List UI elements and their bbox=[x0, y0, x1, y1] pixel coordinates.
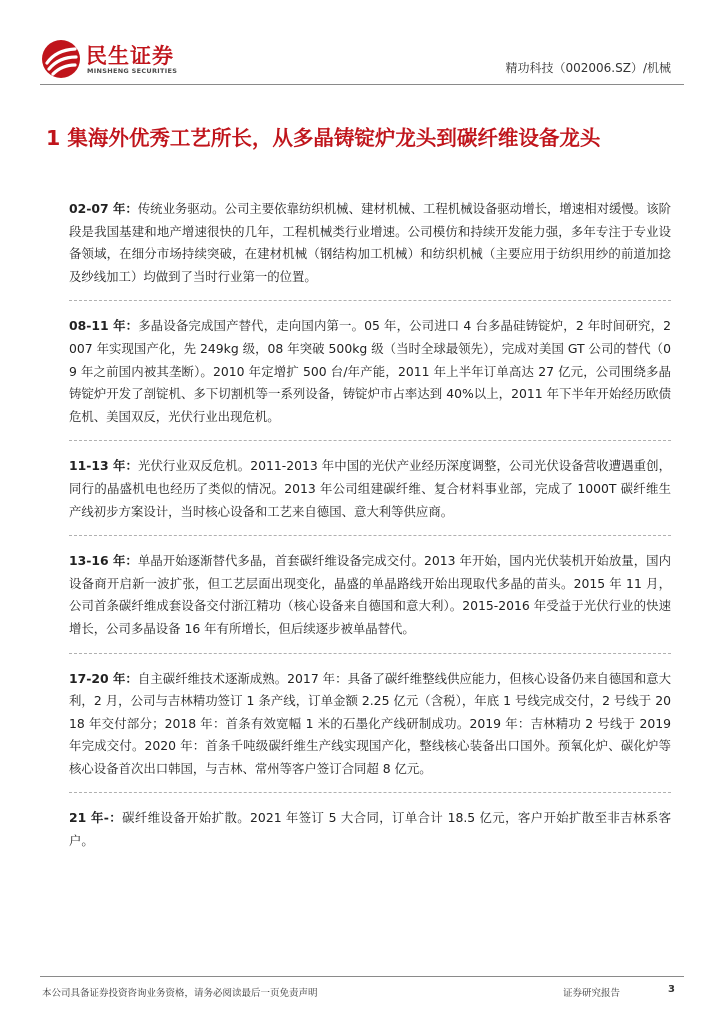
period-text: 多晶设备完成国产替代，走向国内第一。05 年，公司进口 4 台多晶硅铸锭炉，2 年时间研究，2007 年实现国产化，先 249kg 级，08 年突破 500kg 级（当时全球最领先），完成对美国 GT 公司的替代（09 年之前国内被其垄断）。2010 年定增扩 500 台/年产能，2011 年上半年订单高达 27 亿元，公司围绕多晶铸锭炉开发了剖锭机、多下切割机等一系列设备，铸锭炉市占率达到 40%以上，2011 年下半年开始经历欧债危机、美国双反，光伏行业出现危机。 bbox=[69, 318, 671, 424]
timeline-paragraph bbox=[69, 807, 671, 864]
header-divider bbox=[40, 84, 684, 85]
period-label: 02-07 年： bbox=[69, 201, 138, 216]
section-title: 1 集海外优秀工艺所长，从多晶铸锭炉龙头到碳纤维设备龙头 bbox=[46, 126, 601, 150]
timeline-body bbox=[69, 198, 671, 879]
period-text: 碳纤维设备开始扩散。2021 年签订 5 大合同，订单合计 18.5 亿元，客户开始扩散至非吉林系客户。 bbox=[69, 810, 672, 849]
period-text: 传统业务驱动。公司主要依靠纺织机械、建材机械、工程机械设备驱动增长，增速相对缓慢。该阶段是我国基建和地产增速很快的几年，工程机械类行业增速。公司模仿和持续开发能力强，多年专注于专业设备领域，在细分市场持续突破，在建材机械（钢结构加工机械）和纺织机械（主要应用于纺织用纱的前道加捻及纱线加工）均做到了当时行业第一的位置。 bbox=[69, 201, 671, 284]
footer-divider bbox=[40, 976, 684, 977]
footer-disclaimer: 本公司具备证券投资咨询业务资格，请务必阅读最后一页免责声明 bbox=[42, 988, 318, 999]
logo-chinese-name: 民生证券 bbox=[86, 44, 174, 68]
page-number: 3 bbox=[668, 984, 675, 995]
period-text: 单晶开始逐渐替代多晶，首套碳纤维设备完成交付。2013 年开始，国内光伏装机开始放量，国内设备商开启新一波扩张，但工艺层面出现变化，晶盛的单晶路线开始出现取代多晶的苗头。2015 年 11 月，公司首条碳纤维成套设备交付浙江精功（核心设备来自德国和意大利）。2015-2016 年受益于光伏行业的快速增长，公司多晶设备 16 年有所增长，但后续逐步被单晶替代。 bbox=[69, 553, 671, 636]
minsheng-logo-icon bbox=[40, 38, 82, 80]
period-label: 17-20 年： bbox=[69, 670, 138, 686]
period-text: 自主碳纤维技术逐渐成熟。2017 年：具备了碳纤维整线供应能力，但核心设备仍来自德国和意大利，2 月，公司与吉林精功签订 1 条产线，订单金额 2.25 亿元（含税），年底 1 号线完成交付，2 号线于 2018 年交付部分；2018 年：首条有效宽幅 1 米的石墨化产线研制成功。2019 年：吉林精功 2 号线于 2019 年完成交付。2020 年：首条千吨级碳纤维生产线实现国产化，整线核心装备出口国外。预氧化炉、碳化炉等核心设备首次出口韩国，与吉林、常州等客户签订合同超 8 亿元。 bbox=[69, 670, 671, 776]
document-reference: 精功科技（002006.SZ）/机械 bbox=[505, 61, 671, 75]
timeline-paragraph bbox=[69, 315, 671, 441]
period-label: 08-11 年： bbox=[69, 318, 139, 334]
footer-report-type: 证券研究报告 bbox=[563, 988, 621, 999]
timeline-paragraph bbox=[69, 668, 671, 794]
period-label: 11-13 年： bbox=[69, 458, 138, 474]
period-label: 21 年-： bbox=[69, 810, 123, 826]
timeline-paragraph bbox=[69, 198, 671, 301]
company-logo bbox=[40, 38, 200, 80]
timeline-paragraph bbox=[69, 455, 671, 536]
period-text: 光伏行业双反危机。2011-2013 年中国的光伏产业经历深度调整，公司光伏设备营收遭遇重创，同行的晶盛机电也经历了类似的情况。2013 年公司组建碳纤维、复合材料事业部，完成了 1000T 碳纤维生产线初步方案设计，当时核心设备和工艺来自德国、意大利等供应商。 bbox=[69, 458, 671, 519]
timeline-paragraph bbox=[69, 550, 671, 653]
logo-english-name: MINSHENG SECURITIES bbox=[87, 67, 178, 75]
period-label: 13-16 年： bbox=[69, 553, 138, 569]
